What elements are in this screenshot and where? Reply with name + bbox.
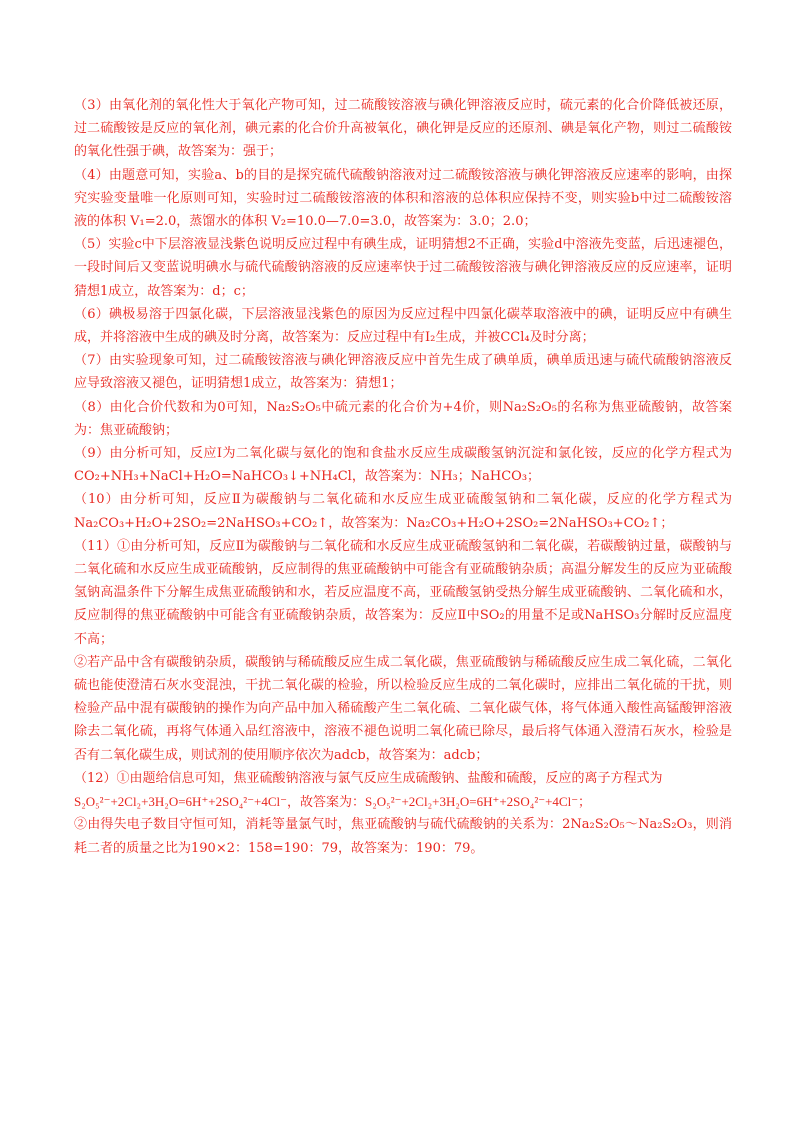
- answer-paragraph-3: （3）由氧化剂的氧化性大于氧化产物可知，过二硫酸铵溶液与碘化钾溶液反应时，硫元素的化合价降低被还原，过二硫酸铵是反应的氧化剂，碘元素的化合价升高被氧化，碘化钾是反应的还原剂、碘是氧化产物，则过二硫酸铵的氧化性强于碘，故答案为：强于；: [74, 98, 732, 160]
- answer-paragraph-11-part2: ②若产品中含有碳酸钠杂质，碳酸钠与稀硫酸反应生成二氧化碳，焦亚硫酸钠与稀硫酸反应生成二氧化硫，二氧化硫也能使澄清石灰水变混浊，干扰二氧化碳的检验，所以检验反应生成的二氧化碳时，应排出二氧化硫的干扰，则检验产品中混有碳酸钠的操作为向产品中加入稀硫酸产生二氧化硫、二氧化碳气体，将气体通入酸性高锰酸钾溶液除去二氧化硫，再将气体通入品红溶液中，溶液不褪色说明二氧化硫已除尽，最后将气体通入澄清石灰水，检验是否有二氧化碳生成，则试剂的使用顺序依次为adcb，故答案为：adcb；: [74, 654, 732, 763]
- answer-paragraph-8: （8）由化合价代数和为0可知，Na₂S₂O₅中硫元素的化合价为+4价，则Na₂S₂O₅的名称为焦亚硫酸钠，故答案为：焦亚硫酸钠；: [74, 399, 732, 438]
- answer-paragraph-12-equation: S₂O₅²⁻+2Cl₂+3H₂O=6H⁺+2SO₄²⁻+4Cl⁻，故答案为：S₂O₅²⁻+2Cl₂+3H₂O=6H⁺+2SO₄²⁻+4Cl⁻；: [74, 794, 592, 810]
- answer-paragraph-11-part1: （11）①由分析可知，反应Ⅱ为碳酸钠与二氧化硫和水反应生成亚硫酸氢钠和二氧化碳，若碳酸钠过量，碳酸钠与二氧化硫和水反应生成亚硫酸钠，反应制得的焦亚硫酸钠中可能含有亚硫酸钠杂质；高温分解发生的反应为亚硫酸氢钠高温条件下分解生成焦亚硫酸钠和水，若反应温度不高，亚硫酸氢钠受热分解生成亚硫酸钠、二氧化硫和水，反应制得的焦亚硫酸钠中可能含有亚硫酸钠杂质，故答案为：反应Ⅱ中SO₂的用量不足或NaHSO₃分解时反应温度不高；: [74, 538, 732, 647]
- answer-document: [74, 94, 732, 860]
- answer-paragraph-6: （6）碘极易溶于四氯化碳，下层溶液显浅紫色的原因为反应过程中四氯化碳萃取溶液中的碘，证明反应中有碘生成，并将溶液中生成的碘及时分离，故答案为：反应过程中有I₂生成，并被CCl₄及时分离；: [74, 306, 732, 346]
- answer-paragraph-12-part2: ②由得失电子数目守恒可知，消耗等量氯气时，焦亚硫酸钠与硫代硫酸钠的关系为：2Na₂S₂O₅～Na₂S₂O₃，则消耗二者的质量之比为190×2：158=190：79，故答案为：190：79。: [74, 817, 732, 856]
- answer-paragraph-10: （10）由分析可知，反应Ⅱ为碳酸钠与二氧化硫和水反应生成亚硫酸氢钠和二氧化碳，反应的化学方程式为Na₂CO₃+H₂O+2SO₂=2NaHSO₃+CO₂↑，故答案为：Na₂CO₃+H₂O+2SO₂=2NaHSO₃+CO₂↑；: [74, 492, 732, 531]
- answer-paragraph-9: （9）由分析可知，反应Ⅰ为二氧化碳与氨化的饱和食盐水反应生成碳酸氢钠沉淀和氯化铵，反应的化学方程式为CO₂+NH₃+NaCl+H₂O=NaHCO₃↓+NH₄Cl，故答案为：NH₃；NaHCO₃；: [74, 446, 732, 485]
- answer-paragraph-7: （7）由实验现象可知，过二硫酸铵溶液与碘化钾溶液反应中首先生成了碘单质，碘单质迅速与硫代硫酸钠溶液反应导致溶液又褪色，证明猜想1成立，故答案为：猜想1；: [74, 353, 732, 392]
- answer-paragraph-4: （4）由题意可知，实验a、b的目的是探究硫代硫酸钠溶液对过二硫酸铵溶液与碘化钾溶液反应速率的影响，由探究实验变量唯一化原则可知，实验时过二硫酸铵溶液的体积和溶液的总体积应保持不变，则实验b中过二硫酸铵溶液的体积 V₁=2.0，蒸馏水的体积 V₂=10.0—7.0=3.0，故答案为：3.0；2.0；: [74, 167, 732, 230]
- answer-paragraph-5: （5）实验c中下层溶液显浅紫色说明反应过程中有碘生成，证明猜想2不正确，实验d中溶液先变蓝，后迅速褪色，一段时间后又变蓝说明碘水与硫代硫酸钠溶液的反应速率快于过二硫酸铵溶液与碘化钾溶液反应的反应速率，证明猜想1成立，故答案为：d；c；: [74, 237, 732, 299]
- answer-paragraph-12-part1: （12）①由题给信息可知，焦亚硫酸钠溶液与氯气反应生成硫酸钠、盐酸和硫酸，反应的离子方程式为: [74, 770, 663, 786]
